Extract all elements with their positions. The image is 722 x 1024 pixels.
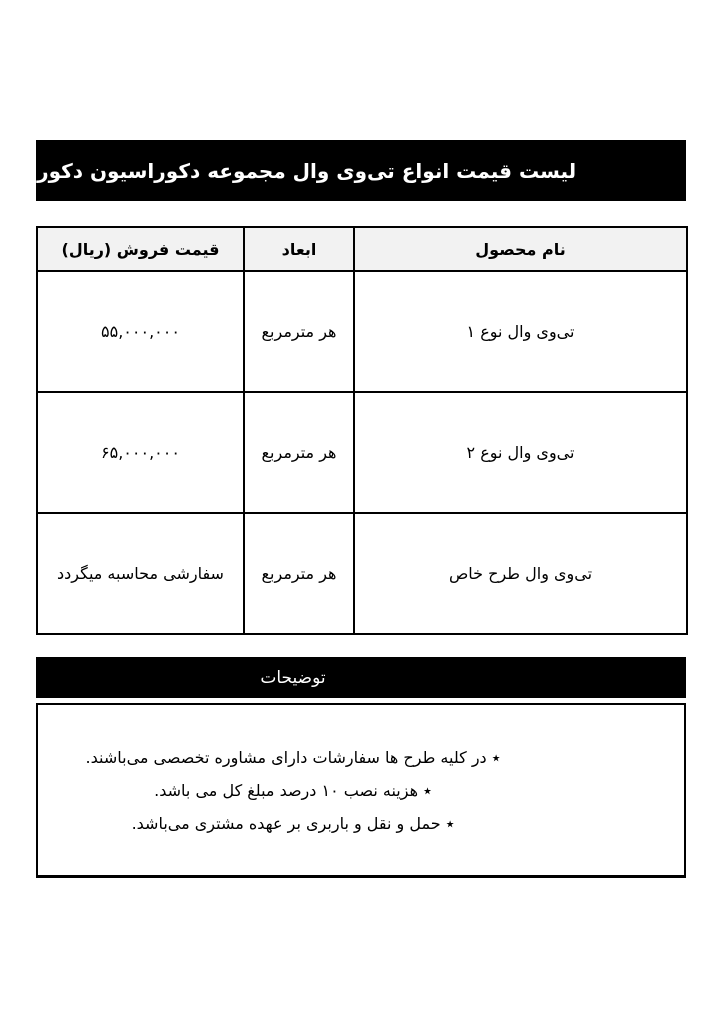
notes-header-title: توضیحات <box>260 667 326 688</box>
note-item: ٭ در کلیه طرح ها سفارشات دارای مشاوره تخصصی می‌باشند. <box>85 747 501 767</box>
title-bar <box>9 140 686 201</box>
dimensions-cell: هر مترمربع <box>244 271 354 392</box>
price-cell: سفارشی محاسبه میگردد <box>37 513 244 634</box>
notes-header-bar <box>36 657 686 698</box>
table-header-row <box>37 227 687 271</box>
price-cell: ۵۵,۰۰۰,۰۰۰ <box>37 271 244 392</box>
note-item: ٭ حمل و نقل و باربری بر عهده مشتری می‌باشد. <box>131 813 455 833</box>
page-title: لیست قیمت انواع تی‌وی وال مجموعه دکوراسیون دکورلند <box>9 158 577 183</box>
column-header-price: قیمت فروش (ریال) <box>37 227 244 271</box>
note-item: ٭ هزینه نصب ۱۰ درصد مبلغ کل می باشد. <box>154 780 432 800</box>
price-table <box>36 226 688 635</box>
dimensions-cell: هر مترمربع <box>244 513 354 634</box>
price-cell: ۶۵,۰۰۰,۰۰۰ <box>37 392 244 513</box>
product-name-cell: تی‌وی وال طرح خاص <box>354 513 687 634</box>
product-name-cell: تی‌وی وال نوع ۱ <box>354 271 687 392</box>
notes-box <box>36 703 686 878</box>
table-row <box>37 392 687 513</box>
table-row <box>37 271 687 392</box>
dimensions-cell: هر مترمربع <box>244 392 354 513</box>
column-header-dimensions: ابعاد <box>244 227 354 271</box>
product-name-cell: تی‌وی وال نوع ۲ <box>354 392 687 513</box>
table-row <box>37 513 687 634</box>
column-header-product-name: نام محصول <box>354 227 687 271</box>
